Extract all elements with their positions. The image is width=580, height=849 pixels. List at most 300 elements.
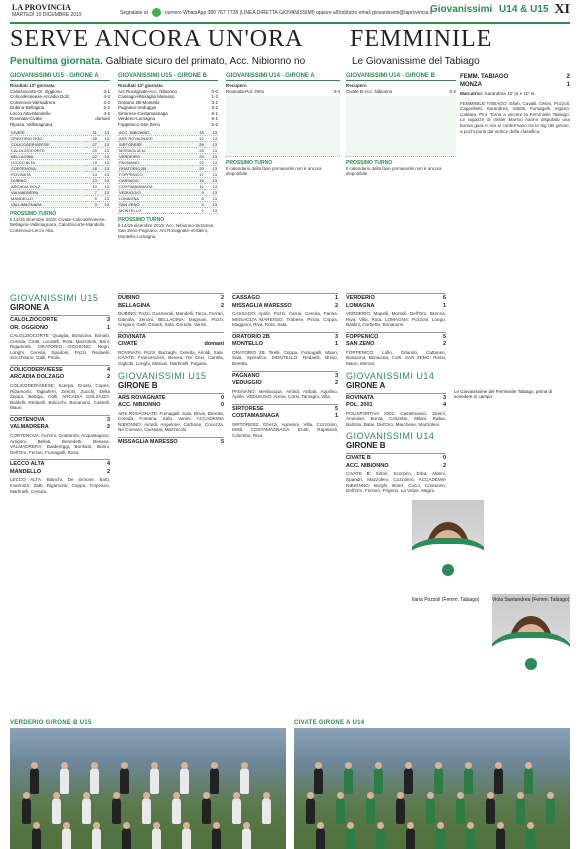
away-score: 2 bbox=[106, 424, 110, 431]
match-home bbox=[346, 293, 446, 302]
player-figure bbox=[232, 798, 241, 824]
player-head bbox=[407, 822, 414, 829]
home-team: VERDERIO bbox=[346, 295, 375, 301]
player-figure bbox=[30, 768, 39, 794]
team-played: 13 bbox=[205, 183, 218, 189]
player-head bbox=[405, 762, 412, 769]
team-played: 13 bbox=[98, 177, 110, 183]
team-played: 13 bbox=[98, 183, 110, 189]
player-figure bbox=[376, 828, 385, 849]
player-figure bbox=[406, 828, 415, 849]
team-name: VERDEIRO bbox=[118, 153, 192, 159]
next-round-text: Il calendario della fase primaverile non è ancora disponibile. bbox=[226, 165, 322, 177]
team-name: CALOLZIOCORTE bbox=[10, 147, 86, 153]
team-points: 25 bbox=[86, 147, 98, 153]
fem-home-score: 2 bbox=[566, 74, 570, 80]
article-col-d bbox=[346, 293, 446, 498]
match-report: ORATORIO 2B: Tirelli, Crippa, Fumagalli, Mauri, Sala, Spreafico. MONTELLO: Redaelli, Brivio, Beretta. bbox=[232, 349, 338, 366]
team-played: 13 bbox=[98, 153, 110, 159]
player-head bbox=[467, 822, 474, 829]
match-home bbox=[232, 332, 338, 341]
result-teams: Oratorio 2B-Montello bbox=[118, 99, 160, 105]
away-team: ACC. NIBIONNO bbox=[346, 462, 389, 469]
match-report: CASSAGO: Aprile, Pozzi, Cerrai, Cereda, Farina. MISSAGLIA MARESSO: Trabese, Pirola, Crippa, Maggioni, Riva, Rota, Sala. bbox=[232, 311, 338, 328]
team-name: MONTELLO bbox=[118, 207, 192, 213]
away-team: MISSAGLIA MARESSO bbox=[232, 302, 292, 309]
result-row bbox=[226, 89, 340, 95]
stats-subtitle: Risultati 13ª giornata bbox=[118, 83, 163, 88]
result-teams: Riposa: Vallimagnara bbox=[10, 122, 53, 128]
away-score: 2 bbox=[106, 374, 110, 381]
away-score: 2 bbox=[442, 341, 446, 348]
section-subtitle: GIRONE B bbox=[346, 441, 386, 451]
player-figure bbox=[496, 828, 505, 849]
team-points: 11 bbox=[192, 183, 205, 189]
team-points: 20 bbox=[192, 165, 205, 171]
player-figure bbox=[242, 828, 251, 849]
away-team: LOMAGNA bbox=[346, 302, 375, 309]
contact-line bbox=[120, 8, 432, 17]
match-home bbox=[118, 393, 224, 402]
section-title bbox=[430, 4, 549, 15]
team-played: 13 bbox=[205, 159, 218, 165]
result-score: 3-2 bbox=[103, 99, 110, 105]
team-name: ARCADIA DOLZ. bbox=[10, 183, 86, 189]
next-round-text: Il 14/15 dicembre 2019: Civate-Colicodervieese, Bellagina-Vallimagnara, Calolziocorte-Mandello, Cortenova-Lecco Alta. bbox=[10, 216, 106, 233]
player-head bbox=[121, 762, 128, 769]
team-points: 2 bbox=[192, 207, 205, 213]
home-team: ORATORIO 2B bbox=[232, 333, 270, 340]
match-list bbox=[346, 393, 446, 428]
player-head bbox=[527, 822, 534, 829]
player-figure bbox=[366, 798, 375, 824]
player-figure bbox=[434, 768, 443, 794]
article-col-c bbox=[232, 293, 338, 443]
team-name: FOPPENICO bbox=[118, 171, 192, 177]
section-title: GIOVANISSIMI U15 bbox=[10, 293, 99, 303]
standings-table bbox=[226, 96, 340, 157]
result-teams: Ars Rovagnate-Acc. Nibionno bbox=[118, 88, 178, 94]
team-played: 13 bbox=[205, 130, 218, 136]
match-list bbox=[118, 293, 224, 367]
match-report: CALOLZIOCORTE: Quaglia, Bonacina, Bonaiti, Cereda, Crotti, Locatelli, Rota, Mazzoleni, Brini, Rigamonti. ORATORIO OGGIONO: Negri, Longhi, Cereda, Spadoni, Pozzi, Redaelli, Scicchitano, Galli, Pirola. bbox=[10, 333, 110, 361]
home-score: 5 bbox=[220, 438, 224, 445]
team-points: 13 bbox=[86, 177, 98, 183]
player-head bbox=[33, 822, 40, 829]
player-figure bbox=[202, 798, 211, 824]
match-home bbox=[10, 365, 110, 374]
player-figure bbox=[82, 798, 91, 824]
fem-away-score: 1 bbox=[566, 82, 570, 88]
result-teams: Dubino-Bellagina bbox=[10, 105, 45, 111]
team-points: 31 bbox=[86, 130, 98, 136]
club-logo-icon bbox=[525, 658, 537, 670]
away-score: 4 bbox=[442, 402, 446, 409]
player-figure bbox=[456, 798, 465, 824]
match-home bbox=[232, 293, 338, 302]
player-head bbox=[497, 822, 504, 829]
home-score: 1 bbox=[334, 295, 338, 301]
player-head bbox=[495, 762, 502, 769]
results-list bbox=[226, 89, 340, 95]
away-score: 1 bbox=[106, 324, 110, 331]
player-head bbox=[53, 792, 60, 799]
away-team: POL. 2001 bbox=[346, 402, 373, 409]
player-figure bbox=[436, 828, 445, 849]
result-teams: Pagnano-Veduggio bbox=[118, 105, 157, 111]
team-played: 13 bbox=[205, 147, 218, 153]
whatsapp-icon bbox=[152, 8, 161, 17]
stats-title: GIOVANISSIMI U15 - GIRONE B bbox=[118, 73, 218, 81]
section-title: GIOVANISSIMI U15 bbox=[118, 370, 207, 381]
result-score: 3-1 bbox=[103, 88, 110, 94]
header-rule bbox=[10, 22, 570, 24]
stats-subtitle: Recupero bbox=[346, 83, 367, 88]
home-team: ARS ROVAGNATE bbox=[118, 394, 166, 401]
team-name: CORTENOVA bbox=[10, 165, 86, 171]
away-team: MANDELLO bbox=[10, 468, 42, 475]
section-title: GIOVANISSIMI U14 bbox=[346, 370, 435, 381]
match-report: VERDERIO: Mapelli, Montoli, Dell'Oro, Brenna, Riva, Villa, Rota. LOMAGNA: Pozzoni, Longo, Baldini, Corbetta, Bonanomi. bbox=[346, 311, 446, 328]
match-away bbox=[10, 373, 110, 381]
home-score: 5 bbox=[334, 405, 338, 412]
match-away bbox=[232, 412, 338, 420]
player-figure bbox=[486, 798, 495, 824]
team-points: 33 bbox=[192, 130, 205, 136]
player-head bbox=[315, 762, 322, 769]
match-home bbox=[118, 437, 224, 446]
team-points: 28 bbox=[86, 135, 98, 141]
player-figure bbox=[182, 828, 191, 849]
player-figure bbox=[516, 798, 525, 824]
team-name: VALMADRERA bbox=[10, 189, 86, 195]
article-mid bbox=[118, 293, 224, 445]
stats-title: GIOVANISSIMI U15 - GIRONE A bbox=[10, 73, 110, 81]
result-score: domani bbox=[95, 116, 110, 122]
team-points: 9 bbox=[192, 189, 205, 195]
away-team: ARCADIA DOLZAGO bbox=[10, 374, 65, 381]
player-head bbox=[263, 792, 270, 799]
team-points: 5 bbox=[86, 195, 98, 201]
player-head bbox=[93, 822, 100, 829]
match-report: FOPPENICO: Lollo, Orlando, Cattaneo, Bonacina, Bonacina, Corti. SAN ZENO: Rossi, Mauri, Meroni. bbox=[346, 349, 446, 366]
result-score: 3-4 bbox=[333, 88, 340, 94]
section-name: Giovanissimi bbox=[430, 4, 493, 15]
team-photo-civate bbox=[294, 720, 570, 849]
player-figure bbox=[212, 828, 221, 849]
team-points: 4 bbox=[192, 201, 205, 207]
team-name: LOMAGNA bbox=[118, 195, 192, 201]
player-head bbox=[241, 762, 248, 769]
subhead-bold: Penultima giornata. bbox=[10, 56, 103, 67]
home-team: CORTENOVA bbox=[10, 416, 45, 423]
result-score: 6-1 bbox=[211, 116, 218, 122]
match-report: ARS ROVAGNATE: Fumagalli, Sala, Brivio, Beretta, Cereda, Fontana, Sala, Vanini. ACCADEMIA NIBIONNO: Airoldi, Angelone, Carbone, Cocuzza, Ne Cornaro, Giussani, Mazzucchi. bbox=[118, 410, 224, 433]
team-name: ACC. NIBIONNO bbox=[118, 130, 192, 136]
team-points: 14 bbox=[86, 171, 98, 177]
fem-match-report bbox=[460, 73, 570, 138]
home-team: CALOLZIOCORTE bbox=[10, 317, 58, 323]
away-team: COSTAMASNAGA bbox=[232, 413, 280, 420]
player-figure bbox=[32, 828, 41, 849]
result-row bbox=[346, 89, 456, 95]
player-figure bbox=[526, 828, 535, 849]
player-figure bbox=[60, 768, 69, 794]
team-played: 13 bbox=[205, 135, 218, 141]
away-score: 2 bbox=[334, 380, 338, 387]
player-head bbox=[345, 762, 352, 769]
fem-away: MONZA bbox=[460, 82, 482, 88]
match-home bbox=[118, 293, 224, 302]
match-home bbox=[346, 393, 446, 402]
home-team: COLICODERVIEESE bbox=[10, 366, 63, 373]
player-head bbox=[525, 762, 532, 769]
player-head bbox=[367, 792, 374, 799]
player-head bbox=[91, 762, 98, 769]
team-name: ORATORIO 2B bbox=[118, 165, 192, 171]
home-score: 0 bbox=[442, 455, 446, 462]
result-teams: Foppenico-San Zeno bbox=[118, 122, 161, 128]
team-played: 13 bbox=[98, 141, 110, 147]
away-score: 1 bbox=[442, 302, 446, 309]
team-played: 13 bbox=[98, 130, 110, 136]
team-name: MISSAGLIA M. bbox=[118, 147, 192, 153]
team-points: 31 bbox=[192, 135, 205, 141]
match-away bbox=[118, 302, 224, 310]
away-team: OR. OGGIONO bbox=[10, 324, 49, 331]
player-figure bbox=[466, 828, 475, 849]
home-team: ROVINATA bbox=[118, 333, 146, 340]
team-played: 13 bbox=[205, 153, 218, 159]
team-name: DUBINO bbox=[10, 177, 86, 183]
player-head bbox=[377, 822, 384, 829]
match-list bbox=[346, 293, 446, 367]
team-name: COSTAMASNAGA bbox=[118, 183, 192, 189]
player-figure bbox=[262, 798, 271, 824]
team-points: 7 bbox=[86, 189, 98, 195]
team-played: 13 bbox=[205, 195, 218, 201]
team-played: 13 bbox=[98, 135, 110, 141]
stats-title: GIOVANISSIMI U14 - GIRONE B bbox=[346, 73, 456, 81]
match-away bbox=[346, 340, 446, 348]
player-head bbox=[427, 792, 434, 799]
match-home bbox=[10, 415, 110, 424]
team-name: CIVATE bbox=[10, 130, 86, 136]
match-report: PAGNANO: Bevilacqua, Airoldi, Abbati, Aquilino, Aprile. VEDUGGIO: Arena, Corsi, Tamagni, Villa. bbox=[232, 388, 338, 400]
player-figure bbox=[90, 768, 99, 794]
team-name: PAGNANO bbox=[118, 159, 192, 165]
team-played: 13 bbox=[205, 141, 218, 147]
match-report: CORTENOVA: Fazzini, Grattarola, Acquistapace, Arrigoni, Bellati, Benedetti, Besana. VALMADRERA: Baldereggi, Bonfanti, Burini, Dell'Oro, Ferrari, Fumagalli, Rosa. bbox=[10, 432, 110, 455]
away-team: CIVATE bbox=[118, 341, 138, 348]
next-round-title: PROSSIMO TURNO bbox=[118, 216, 165, 223]
home-team: PAGNANO bbox=[232, 372, 260, 379]
player-head bbox=[63, 822, 70, 829]
result-teams: Rovinata-Civate bbox=[10, 116, 43, 122]
scorers-label: Marcatrici: bbox=[460, 91, 484, 96]
result-row bbox=[118, 122, 218, 128]
team-points: 22 bbox=[86, 153, 98, 159]
photo-caption-top: Le Giovanissime del Femminile Tabiago, prima di scendere in campo bbox=[454, 389, 552, 399]
player-head bbox=[437, 822, 444, 829]
player-figure bbox=[180, 768, 189, 794]
team-points: 26 bbox=[192, 147, 205, 153]
team-photo-image bbox=[10, 728, 286, 849]
result-teams: Lecco Alta-Mandello bbox=[10, 110, 51, 116]
player-head bbox=[113, 792, 120, 799]
player-figure bbox=[240, 768, 249, 794]
match-home bbox=[118, 332, 224, 341]
result-teams: Sirtorese-Costamasnaga bbox=[118, 110, 168, 116]
player-figure bbox=[120, 768, 129, 794]
player-head bbox=[181, 762, 188, 769]
section-title: GIOVANISSIMI U14 bbox=[346, 431, 435, 442]
club-logo-icon bbox=[442, 564, 454, 576]
match-away bbox=[232, 340, 338, 348]
player-head bbox=[143, 792, 150, 799]
match-away bbox=[232, 302, 338, 310]
subhead-rest: Galbiate sicuro del primato, Acc. Nibionno no bbox=[105, 56, 306, 67]
team-name: ROVINATA bbox=[10, 171, 86, 177]
result-score: 4-2 bbox=[103, 94, 110, 100]
standings-table bbox=[118, 130, 218, 214]
home-score: 6 bbox=[442, 295, 446, 301]
team-played: 13 bbox=[98, 195, 110, 201]
results-list bbox=[118, 89, 218, 128]
result-teams: Rovinata-Pol. 2001 bbox=[226, 88, 265, 94]
player-head bbox=[517, 792, 524, 799]
player-head bbox=[233, 792, 240, 799]
result-score: 5-2 bbox=[211, 122, 218, 128]
player-head bbox=[375, 762, 382, 769]
away-team: MONTELLO bbox=[232, 341, 263, 348]
home-score: 2 bbox=[220, 295, 224, 301]
section-subtitle: GIRONE B bbox=[118, 380, 158, 390]
match-away bbox=[118, 340, 224, 348]
away-team: SAN ZENO bbox=[346, 341, 375, 348]
team-played: 13 bbox=[98, 171, 110, 177]
team-played: 13 bbox=[205, 165, 218, 171]
result-score: 0-2 bbox=[449, 88, 456, 94]
photo-caption: CIVATE GIRONE A U14 bbox=[294, 720, 365, 726]
result-score: 4-2 bbox=[103, 110, 110, 116]
match-away bbox=[10, 468, 110, 476]
team-played: 13 bbox=[205, 201, 218, 207]
stats-title: GIOVANISSIMI U14 - GIRONE A bbox=[226, 73, 340, 81]
result-row bbox=[10, 122, 110, 128]
away-team: ACC. NIBIONNO bbox=[118, 402, 161, 409]
away-score: domani bbox=[204, 341, 224, 348]
away-score: 2 bbox=[106, 468, 110, 475]
team-played: 13 bbox=[98, 201, 110, 207]
stats-u15-girone-b bbox=[118, 73, 218, 239]
away-team: VALMADRERA bbox=[10, 424, 49, 431]
team-points: 24 bbox=[192, 153, 205, 159]
player-figure bbox=[52, 798, 61, 824]
player-head bbox=[213, 822, 220, 829]
next-round-title: PROSSIMO TURNO bbox=[346, 159, 393, 166]
team-points: 19 bbox=[86, 159, 98, 165]
player-figure bbox=[374, 768, 383, 794]
player-head bbox=[487, 792, 494, 799]
player-head bbox=[123, 822, 130, 829]
team-points: 18 bbox=[86, 165, 98, 171]
player-head bbox=[465, 762, 472, 769]
team-points: 6 bbox=[192, 195, 205, 201]
home-team: DUBINO bbox=[118, 295, 140, 301]
match-report: ROVINATA: Pozzi, Barzaghi, Cereda, Airoldi, Sala. CIVATE: Franceschini, Berera, De Ceci, Carella, Gigliotti, Longhi, Mariani, Martinelli, Pagana. bbox=[118, 349, 224, 366]
player-figure bbox=[464, 768, 473, 794]
player-figure bbox=[314, 768, 323, 794]
team-name: MANDELLO bbox=[10, 195, 86, 201]
team-name: VALLIMAGNARA bbox=[10, 201, 86, 207]
match-away bbox=[346, 401, 446, 409]
player-figure bbox=[494, 768, 503, 794]
team-name: SAN ZENO bbox=[118, 201, 192, 207]
match-away bbox=[346, 462, 446, 470]
next-round-text: Il 14/15 dicembre 2019: Acc. Nibionno-Sirtorese, San Zeno-Pagnano, Ars Rovagnate-Verdeiro, Montello-Lomagna. bbox=[118, 222, 215, 239]
team-points: 27 bbox=[86, 141, 98, 147]
player-head bbox=[347, 822, 354, 829]
fem-score-table bbox=[460, 73, 570, 89]
team-points: 17 bbox=[192, 171, 205, 177]
result-teams: Civate B-Acc. Nibionno bbox=[346, 88, 393, 94]
player-figure bbox=[396, 798, 405, 824]
match-home bbox=[232, 371, 338, 380]
match-list bbox=[232, 293, 338, 439]
results-list bbox=[10, 89, 110, 128]
main-subhead bbox=[10, 56, 305, 67]
player-head bbox=[151, 762, 158, 769]
scorers-text: Sarandrea 10' pt e 10' st. bbox=[484, 91, 536, 96]
team-played: 13 bbox=[205, 189, 218, 195]
stats-subtitle: Risultati 13ª giornata bbox=[10, 83, 55, 88]
team-name: VEDUGGIO bbox=[118, 189, 192, 195]
team-played: 13 bbox=[98, 159, 110, 165]
match-away bbox=[118, 401, 224, 409]
player-figure bbox=[524, 768, 533, 794]
player-head bbox=[61, 762, 68, 769]
result-teams: Cortenova-Valmadrera bbox=[10, 99, 56, 105]
section-categories: U14 & U15 bbox=[499, 4, 549, 15]
team-points: 28 bbox=[192, 141, 205, 147]
result-teams: Cassago-Missaglia Maresso bbox=[118, 94, 175, 100]
home-team: LECCO ALTA bbox=[10, 461, 45, 468]
team-played: 13 bbox=[98, 165, 110, 171]
player-figure bbox=[92, 828, 101, 849]
home-team: ROVINATA bbox=[346, 394, 374, 401]
player-figure bbox=[62, 828, 71, 849]
team-points: 10 bbox=[86, 183, 98, 189]
match-list bbox=[118, 393, 224, 446]
standings-row bbox=[118, 207, 218, 213]
team-played: 13 bbox=[205, 171, 218, 177]
away-score: 2 bbox=[442, 462, 446, 469]
side-headline: FEMMINILE bbox=[350, 26, 493, 52]
result-score: 1-2 bbox=[211, 94, 218, 100]
player-figure bbox=[546, 798, 555, 824]
result-teams: Colicodervieese-Arcadia Dolz. bbox=[10, 94, 71, 100]
away-score: 0 bbox=[220, 402, 224, 409]
home-score: 3 bbox=[106, 416, 110, 423]
player-head bbox=[547, 792, 554, 799]
section-subtitle: GIRONE A bbox=[346, 380, 386, 390]
portrait2-caption: Viola Santandrea (Femm. Tabiago) bbox=[492, 597, 570, 603]
player-head bbox=[307, 792, 314, 799]
team-photo-verderio bbox=[10, 720, 286, 849]
next-round-text: Il calendario della fase primaverile non è ancora disponibile. bbox=[346, 165, 442, 177]
home-team: MISSAGLIA MARESSO bbox=[118, 438, 178, 445]
